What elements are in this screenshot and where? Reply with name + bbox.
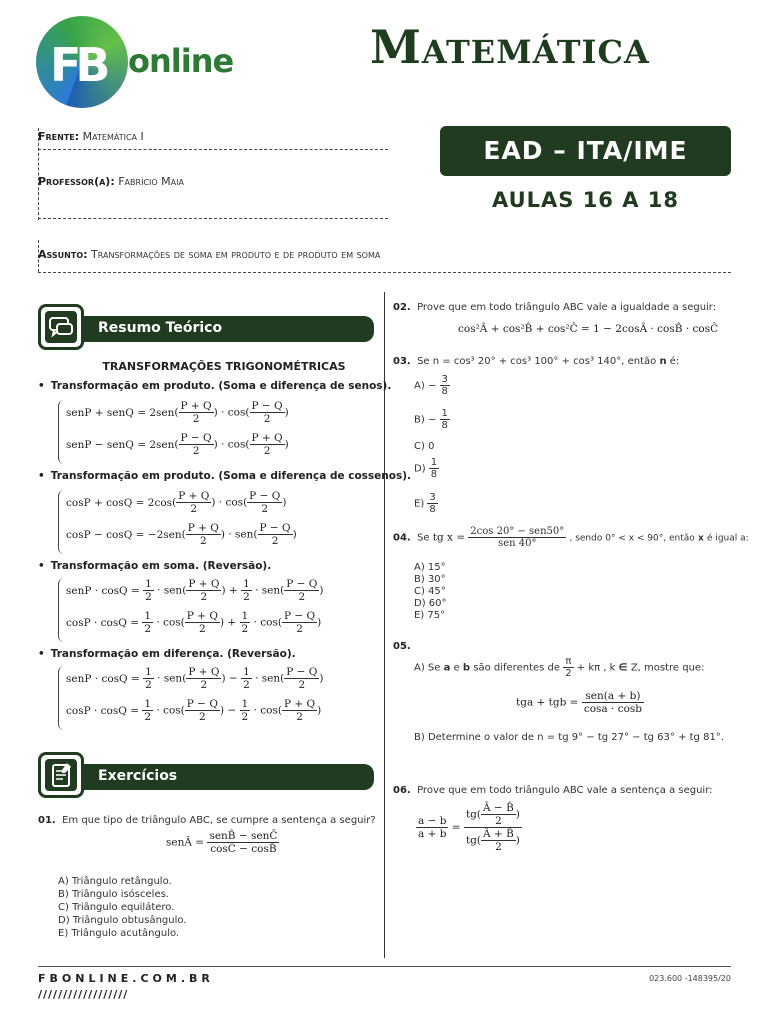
formula-2a: cosP + cosQ = 2cos( $\frac{P + Q}{2}$ ) · cos( $\frac{P - Q}{2}$ ) <box>66 490 287 515</box>
q06-formula: $\frac{a - b}{a + b}$ = tg( $\frac{Â - B̂}{2}$ ) tg( $\frac{Â + B̂}{2}$ ) <box>418 802 520 853</box>
formula-2b: cosP − cosQ = −2sen( $\frac{P + Q}{2}$ ) · sen( $\frac{P - Q}{2}$ ) <box>66 522 297 547</box>
footer-site: FBONLINE.COM.BR <box>38 972 214 985</box>
fb-online-logo <box>36 16 234 108</box>
footer-slashes: ////////////////// <box>38 988 129 1001</box>
logo-mark: FB <box>50 38 105 92</box>
formula-1b: senP − senQ = 2sen( $\frac{P - Q}{2}$ ) · cos( $\frac{P + Q}{2}$ ) <box>66 432 289 457</box>
q01-option-d: D) Triângulo obtusângulo. <box>58 915 187 926</box>
q04-option-a: A) 15° <box>414 562 446 573</box>
divider <box>38 240 39 272</box>
frente-label: Frente: <box>38 130 80 143</box>
formula-4a: senP · cosQ = $\frac{1}{2}$ · sen( $\frac{P + Q}{2}$ ) − $\frac{1}{2}$ · sen( $\frac{P - Q}{2}$ ) <box>66 666 324 691</box>
notepad-icon <box>38 752 84 798</box>
divider <box>38 149 388 150</box>
q04-option-d: D) 60° <box>414 598 447 609</box>
resumo-banner <box>38 302 374 346</box>
q01-statement: 01. Em que tipo de triângulo ABC, se cumpre a sentença a seguir? <box>38 815 376 826</box>
q03-option-e: E) $\frac{3}{8}$ <box>414 492 436 515</box>
bullet-4: • Transformação em diferença. (Reversão). <box>38 648 296 660</box>
q03-option-d: D) $\frac{1}{8}$ <box>414 457 438 480</box>
assunto-row <box>38 248 380 261</box>
q03-statement: 03. Se n = cos³ 20° + cos³ 100° + cos³ 140°, então n é: <box>393 356 680 367</box>
divider <box>38 272 731 273</box>
assunto-label: Assunto: <box>38 248 88 261</box>
resumo-banner-label: Resumo Teórico <box>98 320 223 336</box>
q04-statement: 04. Se tg x = $\frac{\text{2cos 20° − sen50°}}{\text{sen 40°}}$ , sendo 0° < x < 90°, então x é igual a: <box>393 526 749 549</box>
q04-option-b: B) 30° <box>414 574 446 585</box>
formula-3b: cosP · cosQ = $\frac{1}{2}$ · cos( $\frac{P + Q}{2}$ ) + $\frac{1}{2}$ · cos( $\frac{P - Q}{2}$ ) <box>66 610 322 635</box>
q06-statement: 06. Prove que em todo triângulo ABC vale a sentença a seguir: <box>393 785 713 796</box>
q01-option-b: B) Triângulo isósceles. <box>58 889 169 900</box>
q05-number: 05. <box>393 641 411 652</box>
aulas-label: AULAS 16 A 18 <box>491 188 680 212</box>
professor-value: Fabrício Maia <box>118 175 184 188</box>
q01-options <box>58 875 187 940</box>
q01-option-c: C) Triângulo equilátero. <box>58 902 175 913</box>
divider <box>38 218 388 219</box>
q03-option-b: B) − $\frac{1}{8}$ <box>414 408 448 431</box>
assunto-value: Transformações de soma em produto e de produto em soma <box>91 248 381 261</box>
section-title: TRANSFORMAÇÕES TRIGONOMÉTRICAS <box>102 360 346 373</box>
bullet-2: • Transformação em produto. (Soma e diferença de cossenos). <box>38 470 411 482</box>
q05-formula: tga + tgb = $\frac{\text{sen(a + b)}}{\cos a \cdot \cos b}$ <box>516 690 643 715</box>
q02-formula: cos²Â + cos²B̂ + cos²Ĉ = 1 − 2cosÂ · cosB̂ · cosĈ <box>458 323 719 335</box>
logo-text: online <box>128 42 234 80</box>
formula-4b: cosP · cosQ = $\frac{1}{2}$ · cos( $\frac{P - Q}{2}$ ) − $\frac{1}{2}$ · cos( $\frac{P + Q}{2}$ ) <box>66 698 322 723</box>
bullet-1: • Transformação em produto. (Soma e diferença de senos). <box>38 380 391 392</box>
professor-row <box>38 175 184 188</box>
q03-option-a: A) − $\frac{3}{8}$ <box>414 374 448 397</box>
formula-3a: senP · cosQ = $\frac{1}{2}$ · sen( $\frac{P + Q}{2}$ ) + $\frac{1}{2}$ · sen( $\frac{P - Q}{2}$ ) <box>66 578 324 603</box>
footer-divider <box>38 966 731 967</box>
exercicios-banner-label: Exercícios <box>98 768 178 784</box>
frente-row <box>38 130 144 143</box>
q01-option-e: E) Triângulo acutângulo. <box>58 928 180 939</box>
exercicios-banner <box>38 750 374 794</box>
q01-formula: senÂ = $\frac{\text{senB̂ − senĈ}}{\cos Ĉ - \cos B̂}$ <box>166 830 278 855</box>
professor-label: Professor(a): <box>38 175 115 188</box>
q05-part-a: A) Se a e b são diferentes de $\frac{\pi}{2}$ + kπ , k ∈ Z, mostre que: <box>414 656 705 679</box>
q04-option-e: E) 75° <box>414 610 446 621</box>
q01-option-a: A) Triângulo retângulo. <box>58 876 172 887</box>
formula-1a: senP + senQ = 2sen( $\frac{P + Q}{2}$ ) · cos( $\frac{P - Q}{2}$ ) <box>66 400 289 425</box>
bullet-3: • Transformação em soma. (Reversão). <box>38 560 271 572</box>
divider <box>38 128 39 220</box>
q03-option-c: C) 0 <box>414 441 435 452</box>
ead-badge: EAD – ITA/IME <box>440 126 731 176</box>
footer-code: 023.600 -148395/20 <box>649 974 731 983</box>
q04-option-c: C) 45° <box>414 586 446 597</box>
q02-statement: 02. Prove que em todo triângulo ABC vale a igualdade a seguir: <box>393 302 717 313</box>
frente-value: Matemática I <box>82 130 144 143</box>
q05-part-b: B) Determine o valor de n = tg 9° − tg 27° − tg 63° + tg 81°. <box>414 732 724 743</box>
page-title: Matemática <box>370 20 650 74</box>
chat-icon <box>38 304 84 350</box>
q04-options <box>414 562 447 622</box>
